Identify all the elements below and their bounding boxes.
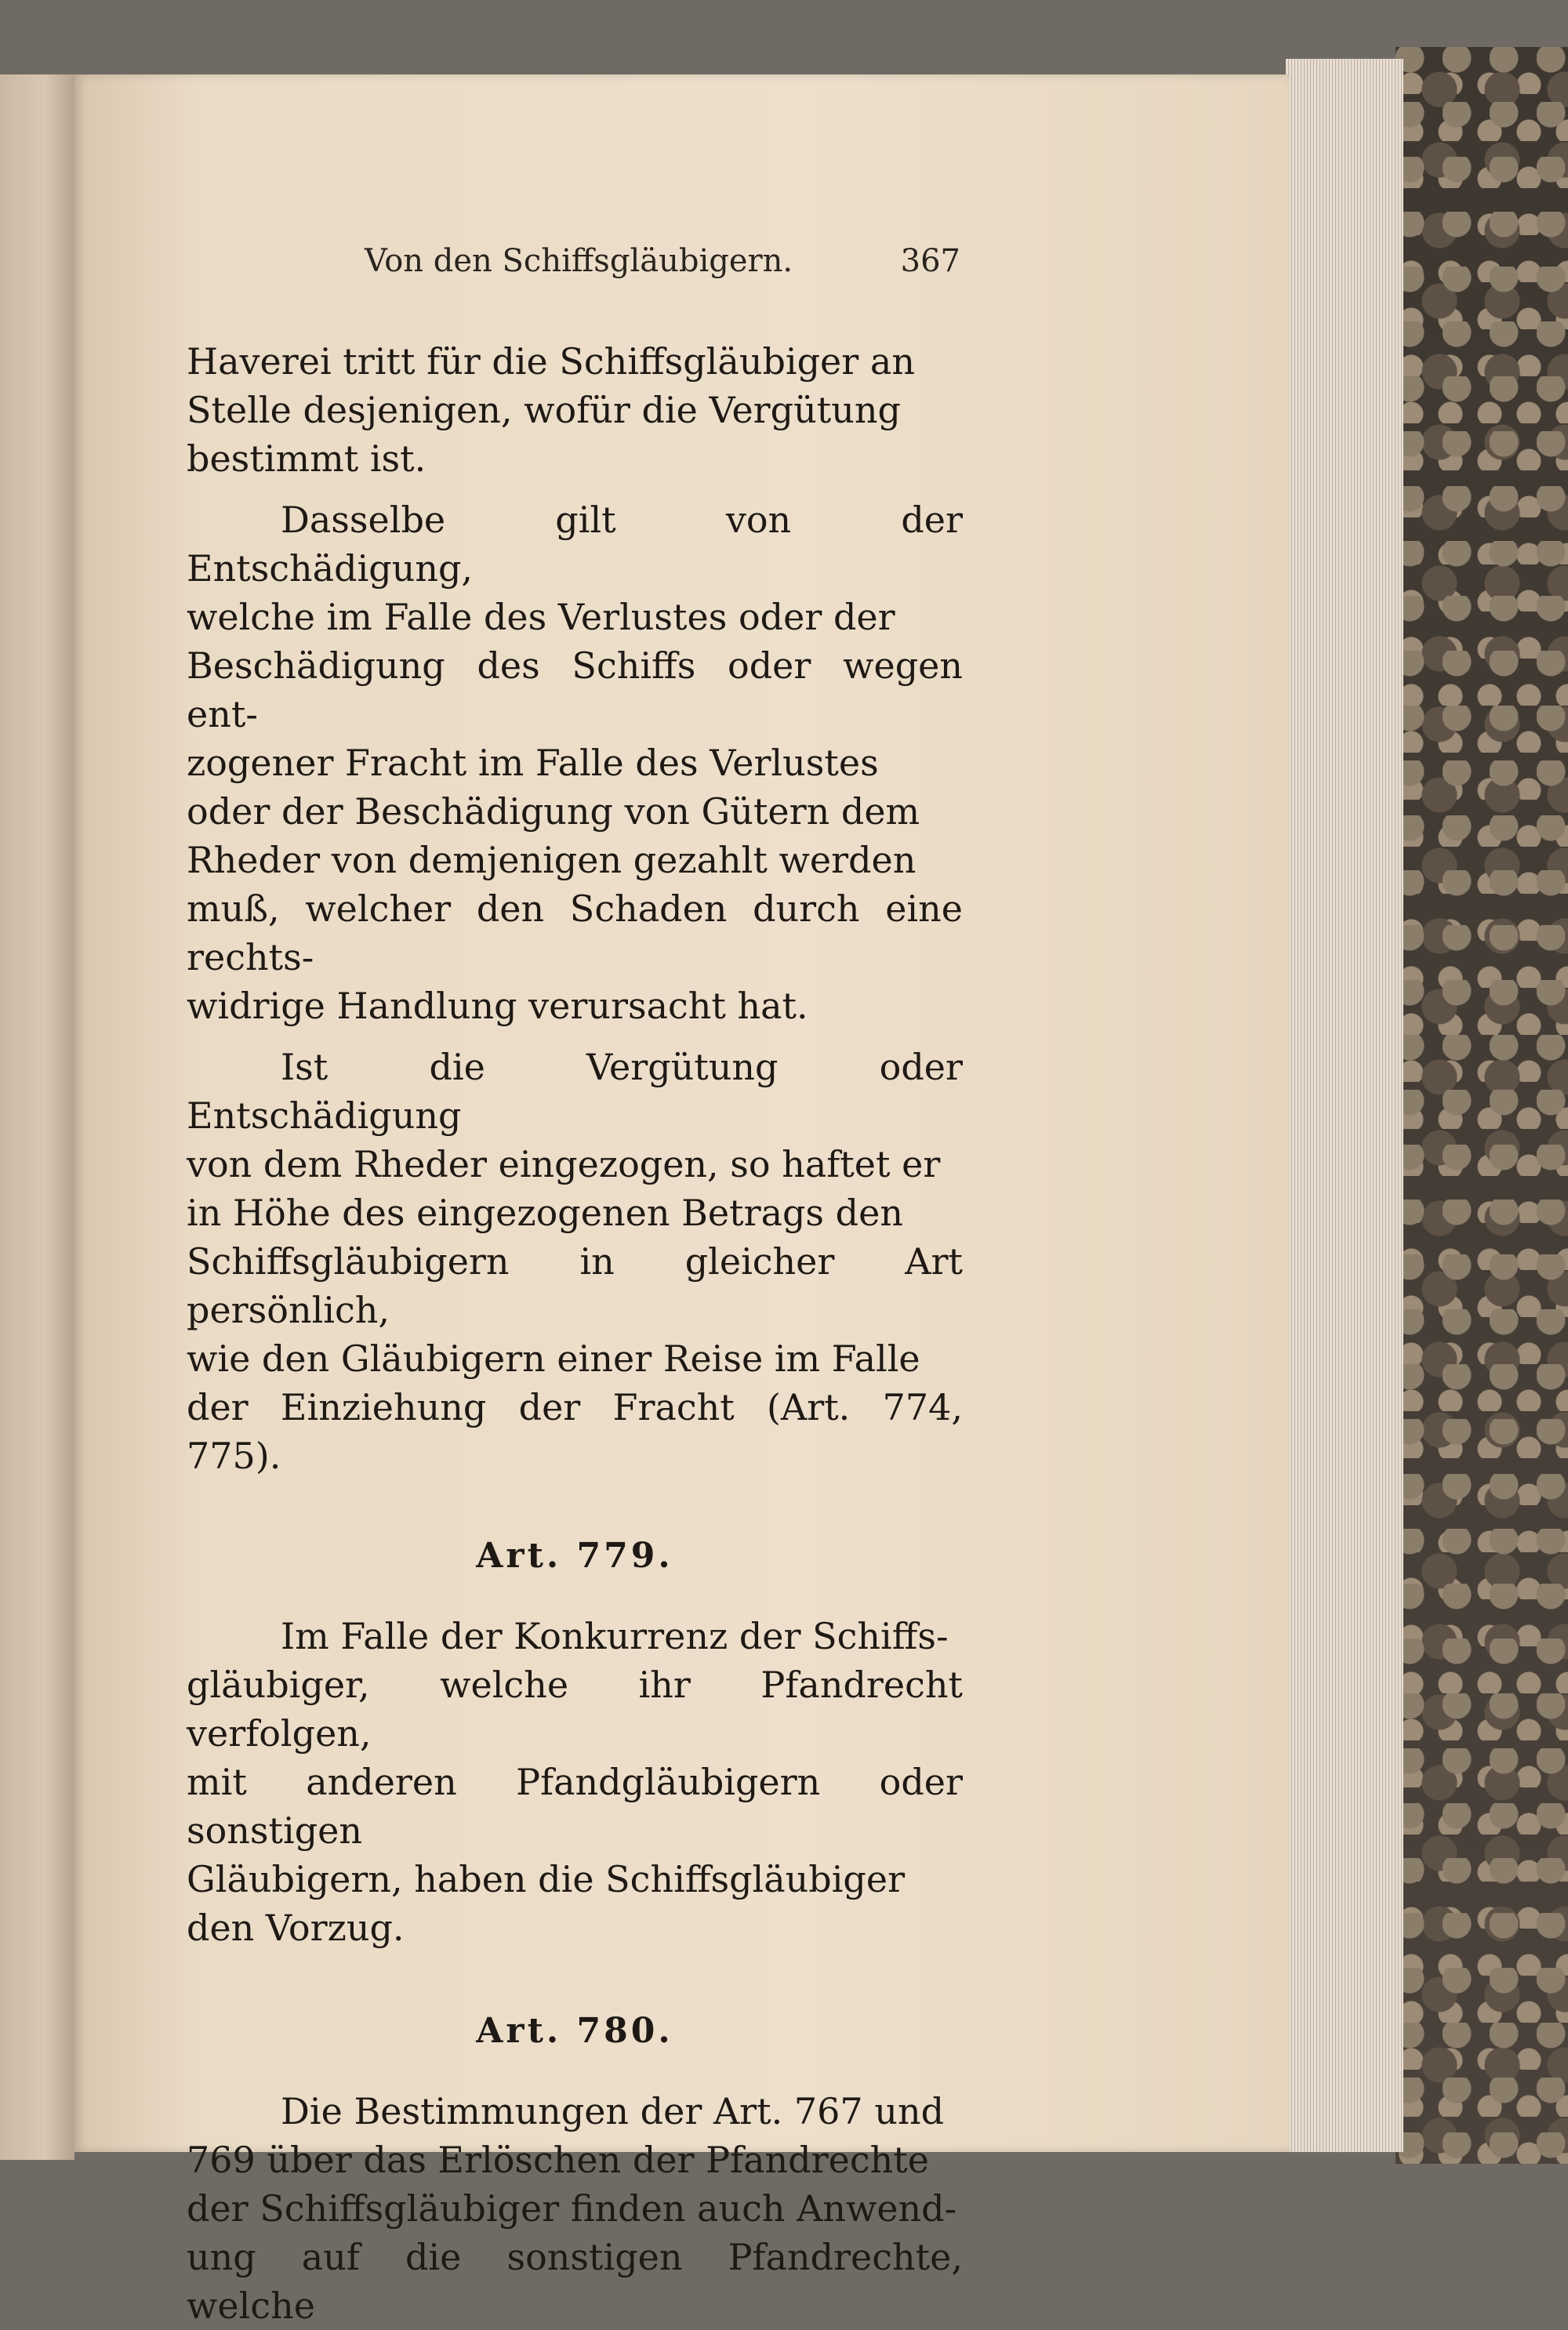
paragraph-2: Dasselbe gilt von der Entschädigung, welche im Falle des Verlustes oder der Beschädigung des Schiffs oder wegen ent- zogener Fracht im Falle des Verlustes oder der Beschädigung von Gütern dem Rheder von demjenigen gezahlt werden muß, welcher den Schaden durch eine rechts- widrige Handlung verursacht hat. — [187, 499, 963, 1027]
paragraph-4: Im Falle der Konkurrenz der Schiffs- gläubiger, welche ihr Pfandrecht verfolgen, mit anderen Pfandgläubigern oder sonstigen Gläubigern, haben die Schiffsgläubiger den Vorzug. — [187, 1615, 963, 1949]
paragraph-1: Haverei tritt für die Schiffsgläubiger an Stelle desjenigen, wofür die Vergütung bestimmt ist. — [187, 340, 915, 480]
paragraph-5: Die Bestimmungen der Art. 767 und 769 über das Erlöschen der Pfandrechte der Schiffsgläubiger finden auch Anwend- ung auf die sonstigen Pfandrechte, welche — [187, 2090, 963, 2327]
page-number: 367 — [900, 243, 960, 279]
page-text — [187, 337, 963, 2330]
book-page — [74, 74, 1290, 2327]
facing-page-edge — [0, 74, 74, 2160]
running-title: Von den Schiffsgläubigern. — [365, 243, 793, 279]
marbled-cover — [1396, 47, 1568, 2164]
article-780-heading: Art. 780. — [476, 2011, 673, 2051]
page-block-edges — [1286, 59, 1403, 2152]
article-779-heading: Art. 779. — [476, 1536, 673, 1576]
paragraph-3: Ist die Vergütung oder Entschädigung von dem Rheder eingezogen, so haftet er in Höhe des eingezogenen Betrags den Schiffsgläubigern in gleicher Art persönlich, wie den Gläubigern einer Reise im Falle der Einziehung der Fracht (Art. 774, 775). — [187, 1046, 963, 1477]
